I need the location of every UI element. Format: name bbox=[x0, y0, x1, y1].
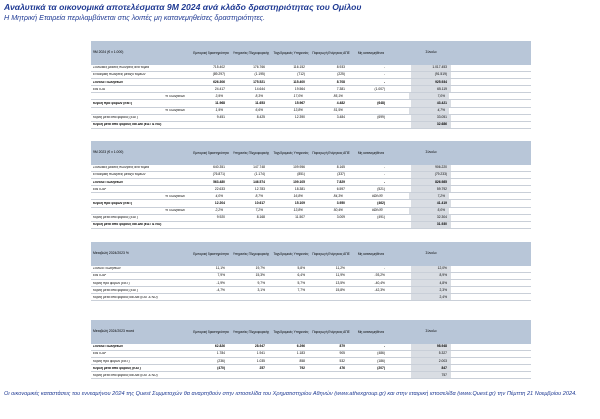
table-cell: 6.597 bbox=[336, 186, 345, 191]
table-cell: 18.381 bbox=[294, 186, 305, 191]
table-cell: (186) bbox=[377, 358, 385, 363]
table-cell: 715.402 bbox=[213, 65, 225, 70]
table-cell: 4.482 bbox=[336, 100, 345, 105]
table-row bbox=[91, 165, 531, 172]
total-cell: 5.327 bbox=[411, 351, 451, 357]
table-cell: (491) bbox=[377, 215, 385, 220]
table-cell: 3.950 bbox=[336, 200, 345, 205]
table-cell: 116.152 bbox=[293, 65, 305, 70]
table-row bbox=[91, 108, 531, 115]
table-cell: 1.183 bbox=[296, 351, 305, 356]
table-cell: 146.574 bbox=[253, 179, 265, 184]
row-label: Κέρδη προ φόρων (EBT) bbox=[93, 359, 130, 363]
row-label: Σύνολο Πωλήσεων bbox=[93, 345, 123, 349]
table-row bbox=[91, 79, 531, 86]
table-cell: 51,5% bbox=[333, 107, 343, 112]
column-header: Υπηρεσίες Πληροφορικής bbox=[232, 51, 270, 55]
total-cell: 8,9% bbox=[411, 273, 451, 279]
column-header: Μη κατανεμηθέντα bbox=[357, 330, 385, 334]
table-cell: 5,8% bbox=[297, 266, 305, 271]
column-header: Ταχυδρομικές Υπηρεσίες bbox=[273, 330, 309, 334]
row-label: Κέρδη μετά από φόρους (EAT) bbox=[93, 116, 138, 120]
table-header bbox=[91, 41, 531, 65]
table-cell: 15.967 bbox=[294, 100, 305, 105]
table-cell: 7,7% bbox=[297, 287, 305, 292]
column-header: Μη κατανεμηθέντα bbox=[357, 151, 385, 155]
table-cell: 6,6% bbox=[255, 107, 263, 112]
total-cell: 4,7% bbox=[409, 108, 449, 114]
table-cell: -93,2% bbox=[374, 273, 385, 278]
table-cell: 8.708 bbox=[336, 79, 345, 84]
table-cell: 12.783 bbox=[254, 186, 265, 191]
table-cell: 12.390 bbox=[294, 115, 305, 120]
table-cell: 6,4% bbox=[297, 273, 305, 278]
table-cell: 10.617 bbox=[254, 200, 265, 205]
table-row bbox=[91, 100, 531, 107]
table-cell: 4,0% bbox=[215, 193, 223, 198]
table-cell: 7.829 bbox=[336, 179, 345, 184]
table-cell: 1.784 bbox=[216, 351, 225, 356]
row-label: Συνολικές μεικτές πωλήσεις ανά τομέα bbox=[93, 66, 149, 70]
row-label: Κέρδη μετά από φόρους και ΔΜ (EAT & NO) bbox=[93, 373, 158, 377]
total-cell: 1.017.453 bbox=[411, 65, 451, 71]
table-cell: - bbox=[383, 165, 385, 170]
table-row bbox=[91, 372, 531, 379]
row-label: Κέρδη μετά από φόρους και ΔΜ (EAT & NO) bbox=[93, 223, 162, 227]
table-row bbox=[91, 215, 531, 222]
table-cell: 14.644 bbox=[254, 86, 265, 91]
total-column-header: Σύνολο bbox=[425, 150, 437, 155]
results-table-3 bbox=[91, 242, 531, 301]
table-cell: 3.484 bbox=[336, 115, 345, 120]
table-row bbox=[91, 287, 531, 294]
table-cell: 62.826 bbox=[214, 344, 225, 349]
row-label: Κέρδη μετά από φόρους (EAT) bbox=[93, 216, 138, 220]
table-cell: 8.165 bbox=[336, 165, 345, 170]
table-cell: 3,9% bbox=[215, 93, 223, 98]
table-cell: 8.168 bbox=[256, 215, 265, 220]
table-header bbox=[91, 141, 531, 165]
table-cell: (486) bbox=[377, 351, 385, 356]
table-cell: 12.204 bbox=[214, 200, 225, 205]
results-table-1 bbox=[91, 41, 531, 129]
table-cell: 7,9% bbox=[217, 273, 225, 278]
total-cell: 7,2% bbox=[409, 193, 449, 199]
row-label: Σύνολο Πωλήσεων bbox=[93, 267, 121, 271]
table-row bbox=[91, 344, 531, 351]
table-cell: 19.564 bbox=[294, 86, 305, 91]
table-cell: -1,9% bbox=[216, 280, 225, 285]
row-label: EBITDA* bbox=[93, 352, 107, 356]
footer-note: Οι οικονομικές καταστάσεις του εννεαμήνου 2024 της Quest Συμμετοχών θα αναρτηθούν στην ιστοσελίδα του Χρηματιστηρίου Αθηνών (www.athexgroup.gr) και στην εταιρική ιστοσελίδα (www.Quest.gr) την Πέμπτη 21 Νοεμβρίου 2024. bbox=[4, 391, 577, 397]
total-cell: 65.119 bbox=[411, 86, 451, 92]
total-cell: 41.419 bbox=[411, 200, 451, 206]
total-cell: (91.519) bbox=[411, 72, 451, 78]
table-row bbox=[91, 273, 531, 280]
total-cell: 2.003 bbox=[411, 358, 451, 364]
table-cell: 15.109 bbox=[294, 200, 305, 205]
total-cell: 43.421 bbox=[411, 100, 451, 106]
table-cell: 9,7% bbox=[257, 280, 265, 285]
table-cell: 50,4% bbox=[333, 207, 343, 212]
total-column-header: Σύνολο bbox=[425, 329, 437, 334]
table-cell: 9.451 bbox=[216, 115, 225, 120]
total-cell: 4,8% bbox=[411, 280, 451, 286]
row-label: EBITDA bbox=[93, 87, 105, 91]
table-cell: 85,1% bbox=[333, 93, 343, 98]
table-cell: 16,8% bbox=[293, 193, 303, 198]
table-cell: 147.748 bbox=[253, 165, 265, 170]
table-cell: 3,1% bbox=[257, 287, 265, 292]
total-cell: 31.930 bbox=[411, 222, 451, 228]
table-row bbox=[91, 115, 531, 122]
table-cell: 563.480 bbox=[213, 179, 225, 184]
column-header: Υπηρεσίες Πληροφορικής bbox=[232, 252, 270, 256]
total-cell: 757 bbox=[411, 372, 451, 378]
table-cell: 84,3% bbox=[333, 193, 343, 198]
total-cell: 59.792 bbox=[411, 186, 451, 192]
table-cell: (1.007) bbox=[374, 86, 385, 91]
table-cell: (89.297) bbox=[212, 72, 225, 77]
table-cell: 6.296 bbox=[296, 344, 305, 349]
column-header: Εμπορική δραστηριότητα bbox=[193, 252, 229, 256]
table-cell: (648) bbox=[377, 100, 385, 105]
table-row bbox=[91, 222, 531, 229]
row-label: Κέρδη μετά από φόρους και ΔΜ (EAT & ΝΟ) bbox=[93, 295, 158, 299]
table-cell: 175.521 bbox=[253, 79, 265, 84]
column-header: Υπηρεσίες Πληροφορικής bbox=[232, 151, 270, 155]
table-cell: 8,7% bbox=[255, 193, 263, 198]
table-row bbox=[91, 179, 531, 186]
table-cell: 11.968 bbox=[215, 100, 225, 105]
table-cell: 626.306 bbox=[213, 79, 225, 84]
table-cell: (521) bbox=[377, 186, 385, 191]
total-cell: 2,3% bbox=[411, 287, 451, 293]
table-cell: 905 bbox=[339, 351, 345, 356]
total-cell: 7,0% bbox=[409, 93, 449, 99]
results-table-2 bbox=[91, 141, 531, 229]
table-row bbox=[91, 208, 531, 215]
row-label: % Πωλήσεων bbox=[165, 208, 185, 212]
table-row bbox=[91, 358, 531, 365]
row-label: Ενδοεμική πωλήσεις μεταξύ τομέων bbox=[93, 173, 146, 177]
table-row bbox=[91, 280, 531, 287]
table-row bbox=[91, 86, 531, 93]
table-cell: 7,2% bbox=[255, 207, 263, 212]
table-cell: (470) bbox=[217, 365, 225, 370]
column-header: Μη κατανεμηθέντα bbox=[357, 51, 385, 55]
table-cell: #DIV/0! bbox=[372, 193, 383, 198]
table-cell: 9.920 bbox=[216, 215, 225, 220]
total-cell: 12,0% bbox=[411, 266, 451, 272]
table-cell: (1.174) bbox=[254, 172, 265, 177]
total-cell: (79.233) bbox=[411, 172, 451, 178]
table-cell: - bbox=[383, 79, 385, 84]
table-cell: (236) bbox=[217, 358, 225, 363]
column-header: Παραγωγή Ενέργειας ΑΠΕ bbox=[312, 252, 350, 256]
table-cell: 1,9% bbox=[215, 107, 223, 112]
table-cell: 13,8% bbox=[293, 207, 303, 212]
column-header: Μη κατανεμηθέντα bbox=[357, 252, 385, 256]
column-header: Εμπορική δραστηριότητα bbox=[193, 330, 229, 334]
table-cell: (76.871) bbox=[212, 172, 225, 177]
row-label: Κέρδη μετά από φόρους (EAT) bbox=[93, 366, 141, 370]
table-cell: 13,5% bbox=[335, 280, 345, 285]
table-cell: - bbox=[383, 344, 385, 349]
row-label: Κέρδη προ φόρων (EBT) bbox=[93, 281, 130, 285]
row-label: % Πωλήσεων bbox=[165, 194, 185, 198]
table-cell: 532 bbox=[339, 358, 345, 363]
table-cell: -42,3% bbox=[374, 287, 385, 292]
table-row bbox=[91, 294, 531, 301]
table-cell: 13,8% bbox=[293, 107, 303, 112]
row-label: Σύνολο Πωλήσεων bbox=[93, 180, 123, 184]
table-cell: 22.633 bbox=[214, 186, 225, 191]
table-cell: 15,3% bbox=[255, 273, 265, 278]
table-cell: 11,2% bbox=[335, 266, 345, 271]
column-header: Υπηρεσίες Πληροφορικής bbox=[232, 330, 270, 334]
row-label: % Πωλήσεων bbox=[165, 108, 185, 112]
table-row bbox=[91, 122, 531, 129]
table-cell: (337) bbox=[337, 172, 345, 177]
table-cell: 792 bbox=[299, 365, 305, 370]
table-row bbox=[91, 72, 531, 79]
table-cell: 17,0% bbox=[293, 93, 303, 98]
row-label: EBITDA* bbox=[93, 274, 107, 278]
column-header: Παραγωγή Ενέργειας ΑΠΕ bbox=[312, 51, 350, 55]
table-cell: 257 bbox=[259, 365, 265, 370]
table-cell: - bbox=[383, 266, 385, 271]
table-period-label: Μεταβολή 2024/2023 % bbox=[93, 251, 129, 256]
row-label: Κέρδη μετά από φόρους και ΔΜ (EAT & ΝΟ) bbox=[93, 123, 162, 127]
table-cell: 176.766 bbox=[253, 65, 265, 70]
table-cell: 11.507 bbox=[295, 215, 305, 220]
table-cell: #DIV/0! bbox=[372, 207, 383, 212]
table-cell: 109.105 bbox=[293, 179, 305, 184]
table-row bbox=[91, 365, 531, 372]
total-cell: 33.051 bbox=[411, 115, 451, 121]
column-header: Ταχυδρομικές Υπηρεσίες bbox=[273, 51, 309, 55]
page-title: Αναλυτικά τα οικονομικά αποτελέσματα 9Μ 2024 ανά κλάδο δραστηριότητας του Ομίλου bbox=[4, 2, 362, 12]
table-cell: (851) bbox=[297, 172, 305, 177]
table-cell: 476 bbox=[339, 365, 345, 370]
table-cell: 1.941 bbox=[256, 351, 265, 356]
column-header: Εμπορική δραστηριότητα bbox=[193, 151, 229, 155]
row-label: Συνολικές μεικτές πωλήσεις ανά τομέα bbox=[93, 166, 149, 170]
table-cell: 8.933 bbox=[336, 65, 345, 70]
row-label: % Πωλήσεων bbox=[165, 94, 185, 98]
table-cell: (462) bbox=[377, 200, 385, 205]
row-label: Ενδοεμική πωλήσεις μεταξύ τομέων bbox=[93, 73, 146, 77]
total-cell: 32.686 bbox=[411, 122, 451, 128]
table-header bbox=[91, 320, 531, 344]
table-cell: - bbox=[383, 172, 385, 177]
table-cell: (225) bbox=[337, 72, 345, 77]
table-row bbox=[91, 193, 531, 200]
table-row bbox=[91, 266, 531, 273]
table-cell: 7.381 bbox=[336, 86, 345, 91]
table-cell: 2,2% bbox=[215, 207, 223, 212]
row-label: Κέρδη προ φόρων (EBT) bbox=[93, 101, 133, 105]
table-cell: 24.417 bbox=[214, 86, 225, 91]
table-cell: 858 bbox=[299, 358, 305, 363]
total-column-header: Σύνολο bbox=[425, 251, 437, 256]
column-header: Παραγωγή Ενέργειας ΑΠΕ bbox=[312, 151, 350, 155]
table-cell: 640.351 bbox=[213, 165, 225, 170]
total-cell: 847 bbox=[411, 365, 451, 371]
table-cell: 1.035 bbox=[256, 358, 265, 363]
table-row bbox=[91, 172, 531, 179]
column-header: Ταχυδρομικές Υπηρεσίες bbox=[273, 252, 309, 256]
total-cell: 925.934 bbox=[411, 79, 451, 85]
row-label: Κέρδη μετά από φόρους (EAT) bbox=[93, 288, 138, 292]
table-cell: (699) bbox=[377, 115, 385, 120]
table-cell: -40,4% bbox=[374, 280, 385, 285]
table-cell: 3.009 bbox=[336, 215, 345, 220]
table-cell: 15,8% bbox=[335, 287, 345, 292]
table-cell: -4,7% bbox=[216, 287, 225, 292]
table-cell: 8,3% bbox=[255, 93, 263, 98]
table-row bbox=[91, 65, 531, 72]
total-cell: 98.948 bbox=[411, 344, 451, 350]
table-row bbox=[91, 351, 531, 358]
table-cell: 11,9% bbox=[335, 273, 345, 278]
table-cell: (1.195) bbox=[254, 72, 265, 77]
table-cell: 8.425 bbox=[256, 115, 265, 120]
table-cell: 879 bbox=[339, 344, 345, 349]
total-cell: 826.985 bbox=[411, 179, 451, 185]
table-cell: 19,7% bbox=[255, 266, 265, 271]
total-cell: 906.220 bbox=[411, 165, 451, 171]
results-table-4 bbox=[91, 320, 531, 379]
table-period-label: 9M 2023 (€ x 1.000) bbox=[93, 150, 124, 155]
table-row bbox=[91, 93, 531, 100]
table-row bbox=[91, 186, 531, 193]
table-cell: - bbox=[383, 72, 385, 77]
table-row bbox=[91, 200, 531, 207]
table-cell: (207) bbox=[377, 365, 385, 370]
table-header bbox=[91, 242, 531, 266]
table-cell: 109.956 bbox=[293, 165, 305, 170]
total-cell: 2,4% bbox=[411, 294, 451, 300]
table-cell: 11,1% bbox=[215, 266, 225, 271]
column-header: Εμπορική δραστηριότητα bbox=[193, 51, 229, 55]
column-header: Ταχυδρομικές Υπηρεσίες bbox=[273, 151, 309, 155]
table-cell: 115.400 bbox=[293, 79, 305, 84]
total-cell: 5,0% bbox=[409, 208, 449, 214]
table-cell: - bbox=[383, 65, 385, 70]
table-cell: 28.947 bbox=[254, 344, 265, 349]
column-header: Παραγωγή Ενέργειας ΑΠΕ bbox=[312, 330, 350, 334]
table-period-label: Μεταβολή 2024/2023 ποσά bbox=[93, 329, 135, 334]
page-subtitle: Η Μητρική Εταιρεία περιλαμβάνεται στις λοιπές μη κατανεμηθείσες δραστηριότητες. bbox=[4, 13, 265, 22]
total-column-header: Σύνολο bbox=[425, 50, 437, 55]
table-cell: - bbox=[383, 179, 385, 184]
row-label: EBITDA* bbox=[93, 187, 107, 191]
table-period-label: 9M 2024 (€ x 1.000) bbox=[93, 50, 124, 55]
table-cell: 5,7% bbox=[297, 280, 305, 285]
table-cell: 11.653 bbox=[255, 100, 265, 105]
total-cell: 32.304 bbox=[411, 215, 451, 221]
row-label: Σύνολο Πωλήσεων bbox=[93, 80, 123, 84]
row-label: Κέρδη προ φόρων (EBT) bbox=[93, 201, 133, 205]
table-cell: (712) bbox=[297, 72, 305, 77]
